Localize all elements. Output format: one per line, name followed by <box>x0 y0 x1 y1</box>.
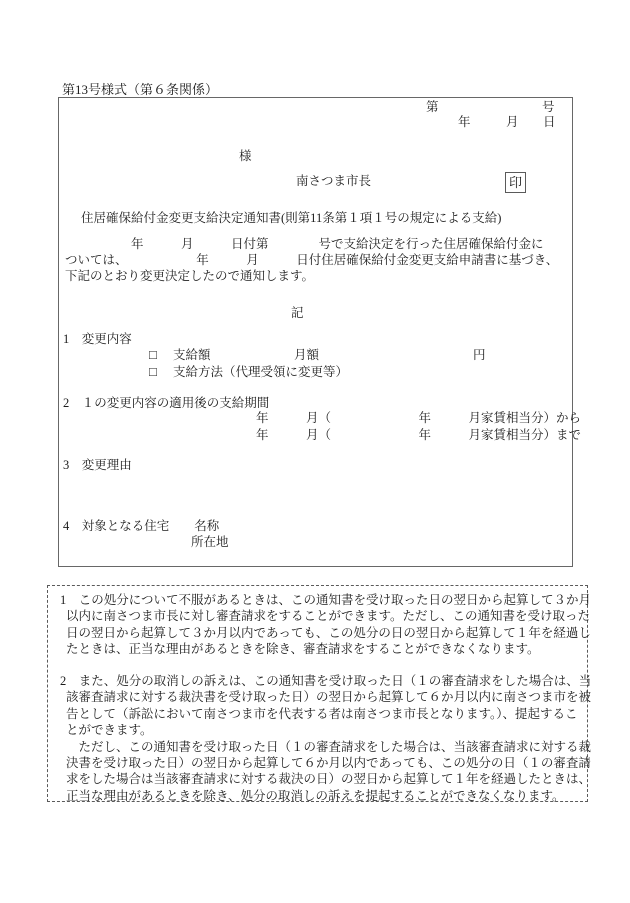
appeal-notice-item-1 <box>60 592 592 658</box>
appeal-notice-box <box>47 585 592 803</box>
notice-text-line: 2 また、処分の取消しの訴えは、この通知書を受け取った日（１の審査請求をした場合は、当 <box>60 674 592 688</box>
yen-label: 円 <box>473 348 486 362</box>
appeal-notice-item-2 <box>60 673 592 804</box>
section1-heading: 1 変更内容 <box>63 332 132 346</box>
doc-number-prefix: 第 <box>426 100 439 114</box>
document-title: 住居確保給付金変更支給決定通知書(則第11条第１項１号の規定による支給) <box>81 211 502 225</box>
notice-text-line: たときは、正当な理由があるときを除き、審査請求をすることができなくなります。 <box>66 642 540 657</box>
location-label: 所在地 <box>191 535 229 549</box>
period-from-line: 年 月（ 年 月家賃相当分）から <box>256 411 582 425</box>
section4-heading: 4 対象となる住宅 名称 <box>63 519 220 533</box>
date-year-label: 年 <box>458 115 471 129</box>
form-number-label: 第13号様式（第６条関係） <box>62 82 219 97</box>
notice-text-line: 日の翌日から起算して３か月以内であっても、この処分の日の翌日から起算して１年を経過し <box>66 625 591 640</box>
payment-method-label: 支給方法（代理受領に変更等） <box>173 365 349 379</box>
issuer-name: 南さつま市長 <box>296 174 372 188</box>
doc-number-suffix: 号 <box>542 100 555 114</box>
notice-text-line: 求をした場合は当該審査請求に対する裁決の日）の翌日から起算して１年を経過したときは、 <box>66 772 592 787</box>
notice-text-line: 告として（訴訟において南さつま市を代表する者は南さつま市長となります。）、提起するこ <box>66 706 578 721</box>
body-line: 下記のとおり変更決定したので通知します。 <box>65 269 315 283</box>
body-line: ついては、 年 月 日付住居確保給付金変更支給申請書に基づき、 <box>65 253 559 267</box>
notice-text-line: 該審査請求に対する裁決書を受け取った日）の翌日から起算して６か月以内に南さつま市を被 <box>66 690 592 705</box>
notice-text-line: 決書を受け取った日）の翌日から起算して６か月以内であっても、この処分の日（１の審査請 <box>66 756 591 771</box>
date-month-label: 月 <box>506 115 519 129</box>
body-line: 年 月 日付第 号で支給決定を行った住居確保給付金に <box>131 237 544 251</box>
period-to-line: 年 月（ 年 月家賃相当分）まで <box>256 428 582 442</box>
notice-text-line: とができます。 <box>66 723 153 738</box>
addressee-honorific: 様 <box>239 149 252 163</box>
payment-amount-checkbox[interactable]: □ <box>149 347 157 362</box>
record-marker: 記 <box>291 306 304 320</box>
section2-heading: 2 １の変更内容の適用後の支給期間 <box>63 396 270 410</box>
seal-placeholder: 印 <box>505 172 526 193</box>
notice-text-line: 1 この処分について不服があるときは、この通知書を受け取った日の翌日から起算して３か月 <box>60 593 592 607</box>
notice-text-line: 正当な理由があるときを除き、処分の取消しの訴えを提起することができなくなります。 <box>66 788 565 803</box>
payment-method-checkbox[interactable]: □ <box>149 364 157 379</box>
payment-amount-label: 支給額 <box>173 348 211 362</box>
section3-heading: 3 変更理由 <box>63 458 132 472</box>
notification-frame <box>58 97 582 567</box>
date-day-label: 日 <box>543 115 556 129</box>
notice-text-line: 以内に南さつま市長に対し審査請求をすることができます。ただし、この通知書を受け取った <box>66 609 591 624</box>
notice-text-line: ただし、この通知書を受け取った日（１の審査請求をした場合は、当該審査請求に対する裁 <box>66 739 592 754</box>
monthly-amount-label: 月額 <box>294 348 320 362</box>
